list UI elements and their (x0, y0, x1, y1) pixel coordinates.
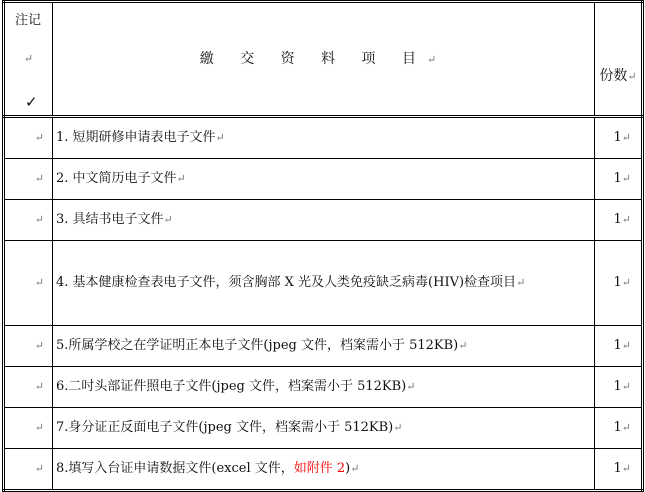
table-row (4, 159, 643, 200)
table-row (4, 117, 643, 159)
items-header-cell (53, 2, 595, 117)
paragraph-mark-icon: ↵ (34, 339, 44, 353)
paragraph-mark-icon: ↵ (627, 69, 637, 83)
paragraph-mark-icon: ↵ (34, 213, 44, 227)
item-text: 2. 中文简历电子文件 (56, 171, 177, 187)
item-cell (53, 449, 595, 491)
table-row (4, 200, 643, 241)
copies-cell (595, 408, 643, 449)
attachment-reference: 如附件 2 (293, 461, 346, 477)
copies-value: 1 (613, 275, 622, 291)
item-text: 5.所属学校之在学证明正本电子文件(jpeg 文件，档案需小于 512KB) (56, 338, 459, 354)
item-cell (53, 200, 595, 241)
copies-cell (595, 117, 643, 159)
item-cell (53, 117, 595, 159)
table-row (4, 326, 643, 367)
paragraph-mark-icon: ↵ (163, 213, 173, 227)
notes-header-label: 注记 (15, 13, 42, 28)
paragraph-mark-icon: ↵ (393, 421, 403, 435)
paragraph-mark-icon: ↵ (406, 380, 416, 394)
notes-cell (4, 326, 53, 367)
paragraph-mark-icon: ↵ (34, 421, 44, 435)
copies-cell (595, 159, 643, 200)
paragraph-mark-icon: ↵ (458, 339, 468, 353)
copies-value: 1 (613, 420, 622, 436)
notes-cell (4, 408, 53, 449)
copies-value: 1 (613, 379, 622, 395)
paragraph-mark-icon: ↵ (621, 380, 631, 394)
paragraph-mark-icon: ↵ (621, 462, 631, 476)
copies-value: 1 (613, 461, 622, 477)
paragraph-mark-icon: ↵ (215, 131, 225, 145)
item-cell (53, 159, 595, 200)
paragraph-mark-icon: ↵ (34, 462, 44, 476)
item-text-suffix: ) (345, 461, 351, 477)
copies-value: 1 (613, 171, 622, 187)
check-mark-icon: ✓ (25, 93, 38, 111)
copies-cell (595, 449, 643, 491)
table-row (4, 367, 643, 408)
copies-value: 1 (613, 130, 622, 146)
paragraph-mark-icon: ↵ (350, 462, 360, 476)
notes-cell (4, 241, 53, 326)
table-row (4, 241, 643, 326)
notes-cell (4, 159, 53, 200)
item-cell (53, 241, 595, 326)
copies-cell (595, 326, 643, 367)
notes-header-cell (4, 2, 53, 117)
item-text: 6.二吋头部证件照电子文件(jpeg 文件，档案需小于 512KB) (56, 379, 407, 395)
paragraph-mark-icon: ↵ (621, 339, 631, 353)
paragraph-mark-icon: ↵ (23, 52, 34, 66)
paragraph-mark-icon: ↵ (516, 275, 526, 289)
submission-items-table (2, 0, 644, 492)
copies-value: 1 (613, 212, 622, 228)
item-text: 3. 具结书电子文件 (56, 212, 164, 228)
paragraph-mark-icon: ↵ (621, 131, 631, 145)
copies-cell (595, 200, 643, 241)
copies-value: 1 (613, 338, 622, 354)
item-cell (53, 408, 595, 449)
paragraph-mark-icon: ↵ (427, 52, 448, 66)
item-cell (53, 326, 595, 367)
item-cell (53, 367, 595, 408)
item-text-prefix: 8.填写入台证申请数据文件(excel 文件， (56, 461, 294, 477)
paragraph-mark-icon: ↵ (621, 276, 631, 290)
notes-cell (4, 367, 53, 408)
paragraph-mark-icon: ↵ (34, 172, 44, 186)
copies-header-cell (595, 2, 643, 117)
paragraph-mark-icon: ↵ (34, 276, 44, 290)
notes-cell (4, 200, 53, 241)
paragraph-mark-icon: ↵ (34, 131, 44, 145)
table-row (4, 408, 643, 449)
paragraph-mark-icon: ↵ (34, 380, 44, 394)
item-text: 7.身分证正反面电子文件(jpeg 文件，档案需小于 512KB) (56, 420, 394, 436)
notes-cell (4, 117, 53, 159)
notes-cell (4, 449, 53, 491)
copies-header-label: 份数 (599, 67, 628, 84)
table-header-row (4, 2, 643, 117)
paragraph-mark-icon: ↵ (621, 172, 631, 186)
item-text: 4. 基本健康检查表电子文件，须含胸部 X 光及人类免疫缺乏病毒(HIV)检查项目 (56, 274, 517, 290)
paragraph-mark-icon: ↵ (621, 421, 631, 435)
paragraph-mark-icon: ↵ (176, 172, 186, 186)
copies-cell (595, 367, 643, 408)
table-row (4, 449, 643, 491)
item-text: 1. 短期研修申请表电子文件 (56, 130, 216, 146)
copies-cell (595, 241, 643, 326)
items-header-label: 繳 交 资 料 项 目 (199, 50, 428, 67)
paragraph-mark-icon: ↵ (621, 213, 631, 227)
